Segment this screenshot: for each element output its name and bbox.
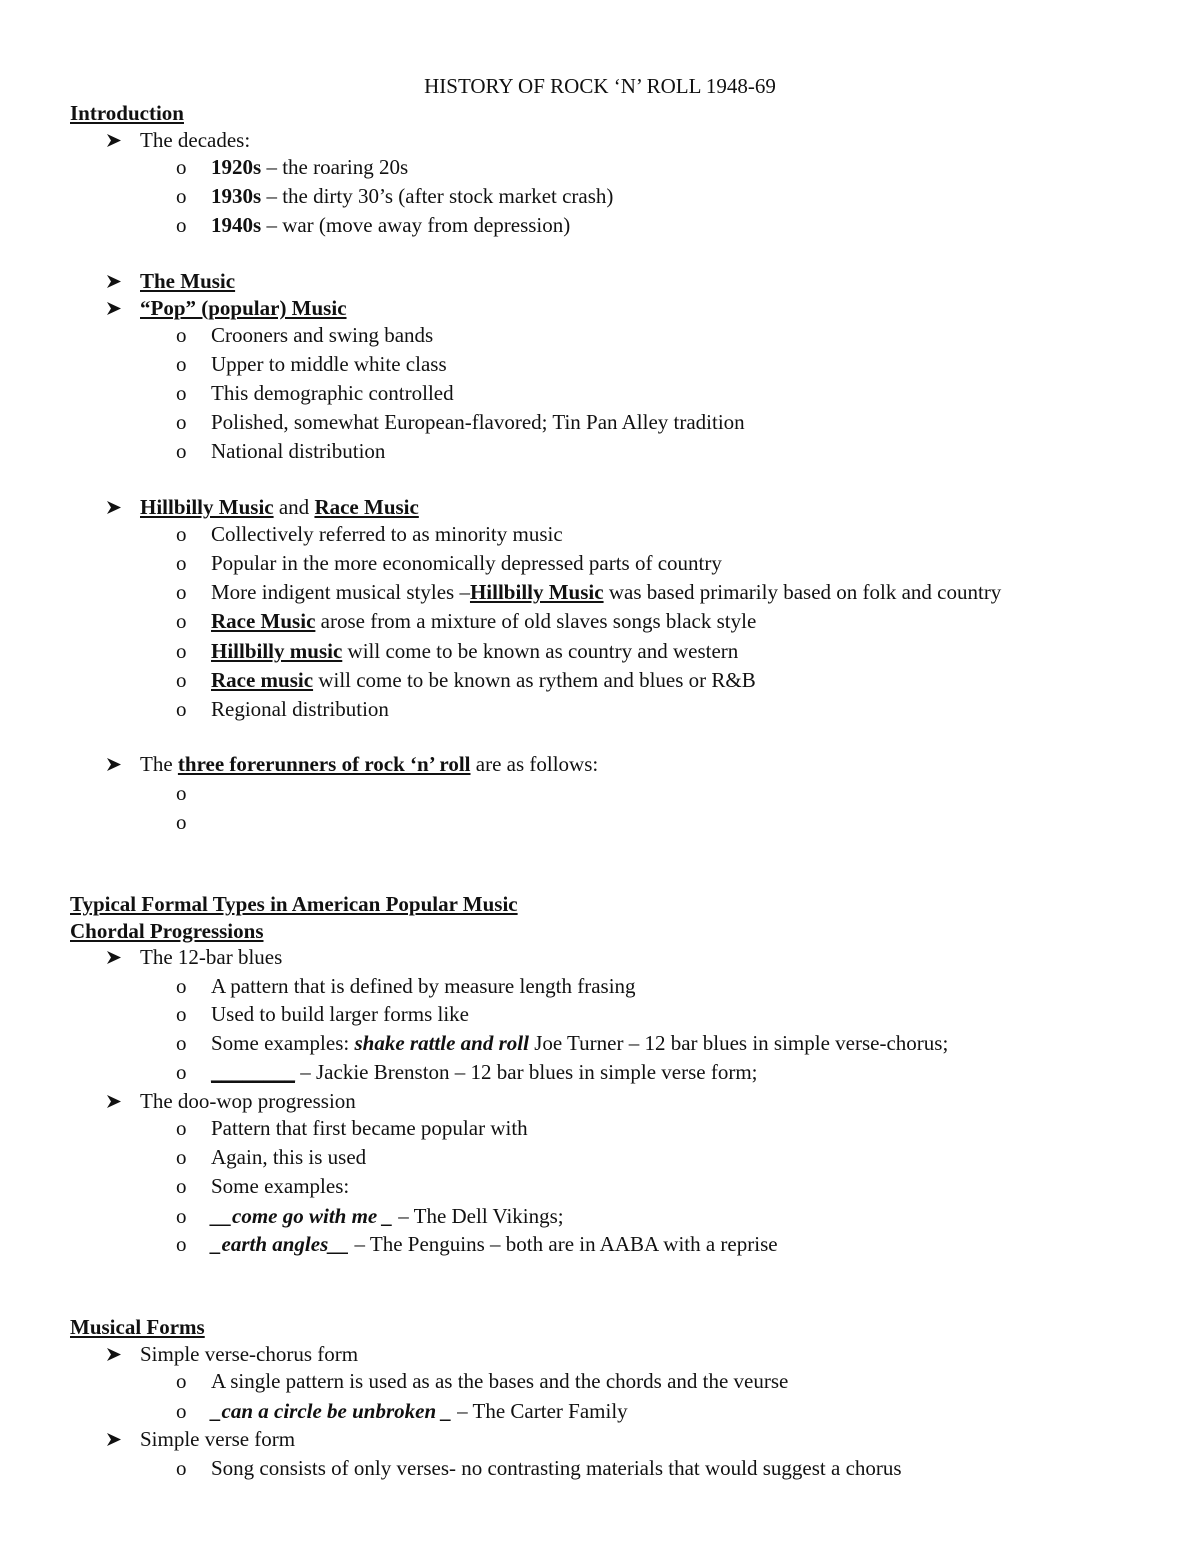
song-title: __come go with me _ (211, 1204, 393, 1228)
list-item-text: Again, this is used (211, 1145, 367, 1169)
circle-bullet-icon: o (176, 781, 187, 805)
circle-bullet-icon: o (176, 609, 187, 633)
circle-bullet-icon: o (176, 522, 187, 546)
circle-bullet-icon: o (176, 155, 187, 179)
arrow-bullet-icon (106, 1425, 136, 1447)
arrow-bullet-icon (106, 126, 136, 148)
list-item-text: are as follows: (470, 752, 599, 776)
circle-bullet-icon: o (176, 1060, 187, 1084)
list-item-text: The 12-bar blues (140, 945, 283, 969)
term: three forerunners of rock ‘n’ roll (177, 752, 471, 776)
list-item-text: Pattern that first became popular with (211, 1116, 528, 1140)
circle-bullet-icon: o (176, 381, 187, 405)
arrow-bullet-icon (106, 750, 136, 772)
arrow-bullet-icon (106, 294, 136, 316)
circle-bullet-icon: o (176, 668, 187, 692)
circle-bullet-icon: o (176, 1174, 187, 1198)
list-item-text: – Jackie Brenston – 12 bar blues in simple verse form; (295, 1060, 758, 1084)
fill-in-blank: ________ (211, 1060, 295, 1084)
decade-term: 1930s (211, 184, 262, 208)
pop-music-label: “Pop” (popular) Music (140, 296, 347, 320)
song-title: _earth angles__ (211, 1232, 350, 1256)
list-item-text: Crooners and swing bands (211, 323, 434, 347)
circle-bullet-icon: o (176, 639, 187, 663)
list-item-text: Collectively referred to as minority music (211, 522, 563, 546)
circle-bullet-icon: o (176, 1232, 187, 1256)
list-item-text: Used to build larger forms like (211, 1002, 469, 1026)
decade-desc: – the dirty 30’s (after stock market crash) (261, 184, 614, 208)
circle-bullet-icon: o (176, 439, 187, 463)
circle-bullet-icon: o (176, 1399, 187, 1423)
circle-bullet-icon: o (176, 410, 187, 434)
circle-bullet-icon: o (176, 1456, 187, 1480)
arrow-bullet-icon (106, 267, 136, 289)
arrow-bullet-icon (106, 1087, 136, 1109)
term: Hillbilly music (211, 639, 343, 663)
list-item-text: National distribution (211, 439, 386, 463)
arrow-bullet-icon (106, 943, 136, 965)
list-item-text: – The Penguins – both are in AABA with a reprise (349, 1232, 778, 1256)
list-item-text: A single pattern is used as as the bases and the chords and the veurse (211, 1369, 789, 1393)
list-item-text: The (140, 752, 178, 776)
list-item-text: will come to be known as rythem and blues or R&B (313, 668, 756, 692)
list-item-text: Song consists of only verses- no contrasting materials that would suggest a chorus (211, 1456, 902, 1480)
and-text: and (273, 495, 315, 519)
list-item-text: Simple verse form (140, 1427, 296, 1451)
list-item-text: Polished, somewhat European-flavored; Tin Pan Alley tradition (211, 410, 745, 434)
circle-bullet-icon: o (176, 810, 187, 834)
arrow-bullet-icon (106, 1340, 136, 1362)
circle-bullet-icon: o (176, 1369, 187, 1393)
decades-label: The decades: (140, 128, 251, 152)
list-item-text: Joe Turner – 12 bar blues in simple verse-chorus; (528, 1031, 949, 1055)
heading-musical-forms: Musical Forms (70, 1315, 205, 1339)
list-item-text: was based primarily based on folk and country (603, 580, 1002, 604)
heading-introduction: Introduction (70, 101, 184, 125)
song-title: shake rattle and roll (354, 1031, 529, 1055)
circle-bullet-icon: o (176, 697, 187, 721)
list-item-text: Some examples: (211, 1031, 355, 1055)
list-item-text: Regional distribution (211, 697, 389, 721)
circle-bullet-icon: o (176, 352, 187, 376)
the-music-label: The Music (140, 269, 236, 293)
decade-desc: – war (move away from depression) (261, 213, 571, 237)
list-item-text: This demographic controlled (211, 381, 454, 405)
heading-formal-types: Typical Formal Types in American Popular Music (70, 892, 518, 916)
list-item-text: – The Dell Vikings; (393, 1204, 564, 1228)
list-item-text: – The Carter Family (451, 1399, 628, 1423)
song-title: _can a circle be unbroken _ (211, 1399, 452, 1423)
list-item-text: Simple verse-chorus form (140, 1342, 359, 1366)
list-item-text: will come to be known as country and western (342, 639, 739, 663)
circle-bullet-icon: o (176, 1145, 187, 1169)
circle-bullet-icon: o (176, 213, 187, 237)
list-item-text: The doo-wop progression (140, 1089, 356, 1113)
circle-bullet-icon: o (176, 1116, 187, 1140)
circle-bullet-icon: o (176, 580, 187, 604)
race-music-label: Race Music (314, 495, 419, 519)
hillbilly-music-label: Hillbilly Music (140, 495, 274, 519)
circle-bullet-icon: o (176, 1204, 187, 1228)
decade-desc: – the roaring 20s (261, 155, 409, 179)
term: Hillbilly Music (469, 580, 604, 604)
list-item-text: More indigent musical styles – (211, 580, 470, 604)
list-item-text: Upper to middle white class (211, 352, 447, 376)
circle-bullet-icon: o (176, 974, 187, 998)
decade-term: 1940s (211, 213, 262, 237)
term: Race music (211, 668, 314, 692)
list-item-text: Popular in the more economically depressed parts of country (211, 551, 722, 575)
list-item-text: arose from a mixture of old slaves songs black style (315, 609, 757, 633)
circle-bullet-icon: o (176, 1031, 187, 1055)
document-title: HISTORY OF ROCK ‘N’ ROLL 1948-69 (424, 74, 776, 98)
circle-bullet-icon: o (176, 323, 187, 347)
term: Race Music (211, 609, 316, 633)
circle-bullet-icon: o (176, 184, 187, 208)
circle-bullet-icon: o (176, 1002, 187, 1026)
list-item-text: A pattern that is defined by measure length frasing (211, 974, 636, 998)
decade-term: 1920s (211, 155, 262, 179)
circle-bullet-icon: o (176, 551, 187, 575)
heading-chordal-progressions: Chordal Progressions (70, 919, 264, 943)
arrow-bullet-icon (106, 493, 136, 515)
list-item-text: Some examples: (211, 1174, 350, 1198)
